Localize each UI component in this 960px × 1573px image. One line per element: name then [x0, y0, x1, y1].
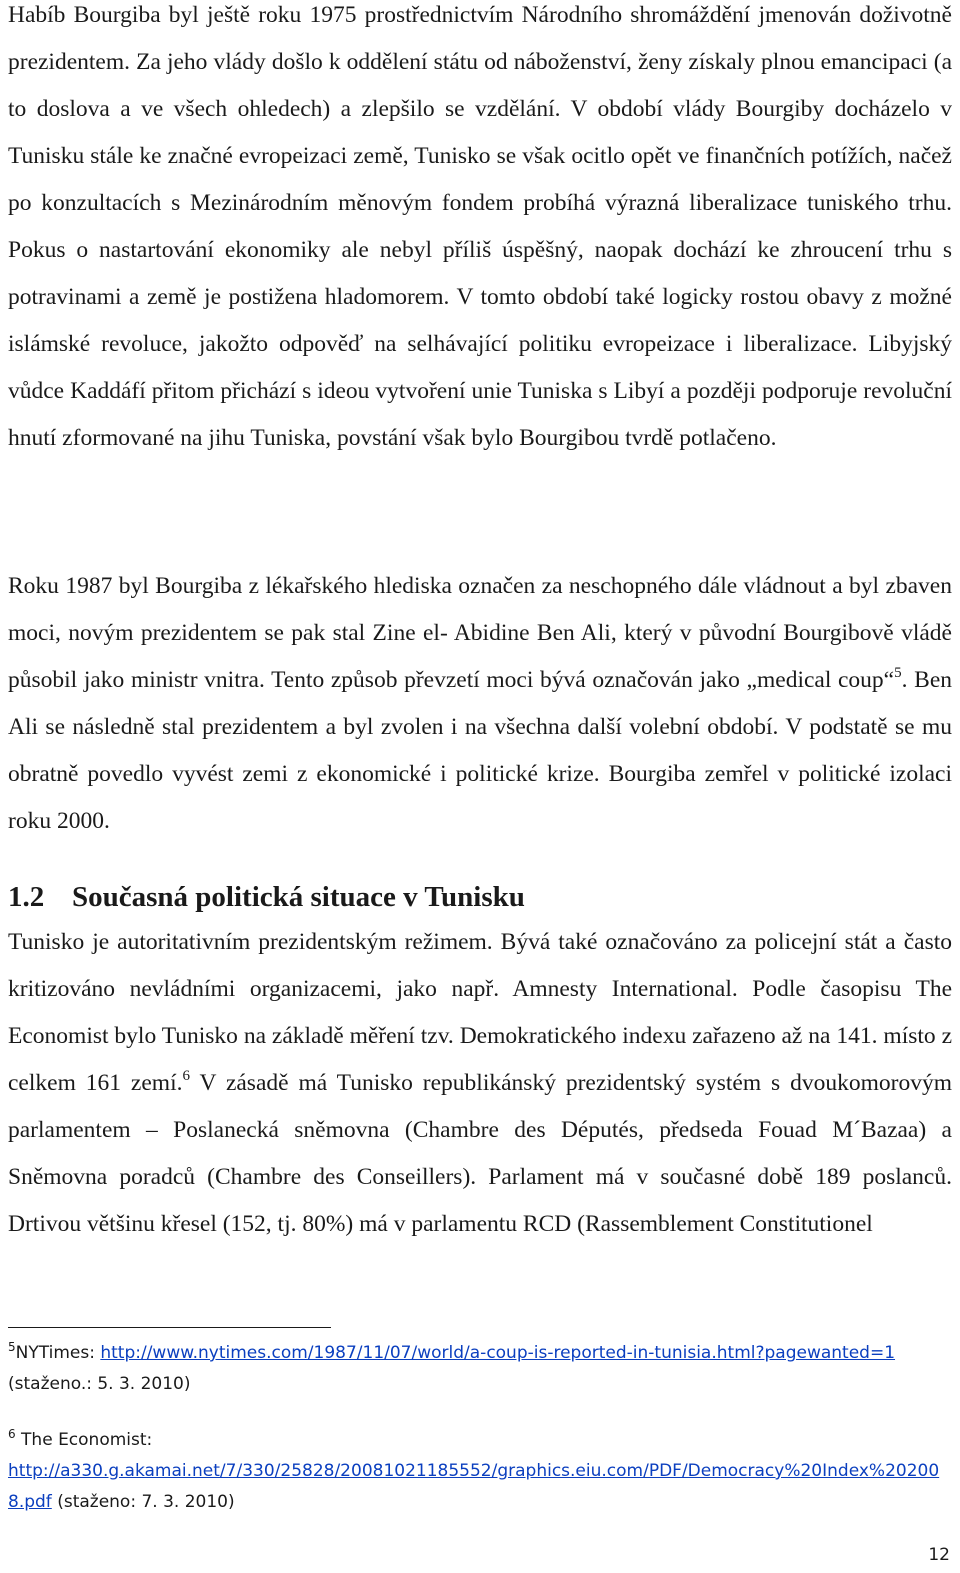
body-paragraph	[8, 563, 952, 845]
footnote-note: (staženo.: 5. 3. 2010)	[8, 1374, 191, 1394]
section-heading	[8, 873, 952, 921]
page-number: 12	[928, 1545, 950, 1565]
footnote-reference[interactable]: 6	[182, 1068, 190, 1084]
footnote-link[interactable]: http://a330.g.akamai.net/7/330/25828/20081021185552/graphics.eiu.com/PDF/Democracy%20Index%202008.pdf	[8, 1461, 940, 1512]
footnote-link[interactable]: http://www.nytimes.com/1987/11/07/world/a-coup-is-reported-in-tunisia.html?pagewanted=1	[100, 1343, 896, 1363]
footnote-number: 6	[8, 1427, 16, 1441]
footnote-note: (staženo: 7. 3. 2010)	[51, 1492, 235, 1512]
body-paragraph: Habíb Bourgiba byl ještě roku 1975 prostřednictvím Národního shromáždění jmenován doživotně prezidentem. Za jeho vlády došlo k oddělení státu od náboženství, ženy získaly plnou emancipaci (a to doslova a ve všech ohledech) a zlepšilo se vzdělání. V období vlády Bourgiby docházelo v Tunisku stále ke značné evropeizaci země, Tunisko se však ocitlo opět ve finančních potížích, načež po konzultacích s Mezinárodním měnovým fondem probíhá výrazná liberalizace tuniského trhu. Pokus o nastartování ekonomiky ale nebyl příliš úspěšný, naopak dochází ke zhroucení trhu s potravinami a země je postižena hladomorem. V tomto období také logicky rostou obavy z možné islámské revoluce, jakožto odpověď na selhávající politiku evropeizace i liberalizace. Libyjský vůdce Kaddáfí přitom přichází s ideou vytvoření unie Tuniska s Libyí a později podporuje revoluční hnutí zformované na jihu Tuniska, povstání však bylo Bourgibou tvrdě potlačeno.	[8, 2, 952, 451]
footnote-number: 5	[8, 1340, 16, 1354]
footnote-source: NYTimes:	[15, 1343, 101, 1363]
section-title: Současná politická situace v Tunisku	[72, 881, 525, 913]
footnote	[8, 1338, 952, 1400]
paragraph-text: . Ben Ali se následně stal prezidentem a byl zvolen i na všechna další volební období. V podstatě se mu obratně povedlo vyvést zemi z ekonomické i politické krize. Bourgiba zemřel v politické izolaci roku 2000.	[8, 667, 952, 834]
paragraph-text: Tunisko je autoritativním prezidentským režimem. Bývá také označováno za policejní stát a často kritizováno nevládními organizacemi, jako např. Amnesty International. Podle časopisu The Economist bylo Tunisko na základě měření tzv. Demokratického indexu zařazeno až na 141. místo z celkem 161 zemí.	[8, 929, 952, 1096]
paragraph-text: Roku 1987 byl Bourgiba z lékařského hlediska označen za neschopného dále vládnout a byl zbaven moci, novým prezidentem se pak stal Zine el- Abidine Ben Ali, který v původní Bourgibově vládě působil jako ministr vnitra. Tento způsob převzetí moci bývá označován jako „medical coup“	[8, 573, 952, 693]
footnote-source: The Economist:	[15, 1430, 153, 1450]
section-number: 1.2	[8, 881, 45, 913]
paragraph-text: V zásadě má Tunisko republikánský prezidentský systém s dvoukomorovým parlamentem – Poslanecká sněmovna (Chambre des Députés, předseda Fouad M´Bazaa) a Sněmovna poradců (Chambre des Conseillers). Parlament má v současné době 189 poslanců. Drtivou většinu křesel (152, tj. 80%) má v parlamentu RCD (Rassemblement Constitutionel	[8, 1070, 952, 1237]
footnote-separator	[8, 1327, 331, 1328]
body-paragraph	[8, 919, 952, 1248]
footnote	[8, 1425, 952, 1518]
footnote-reference[interactable]: 5	[894, 665, 902, 681]
